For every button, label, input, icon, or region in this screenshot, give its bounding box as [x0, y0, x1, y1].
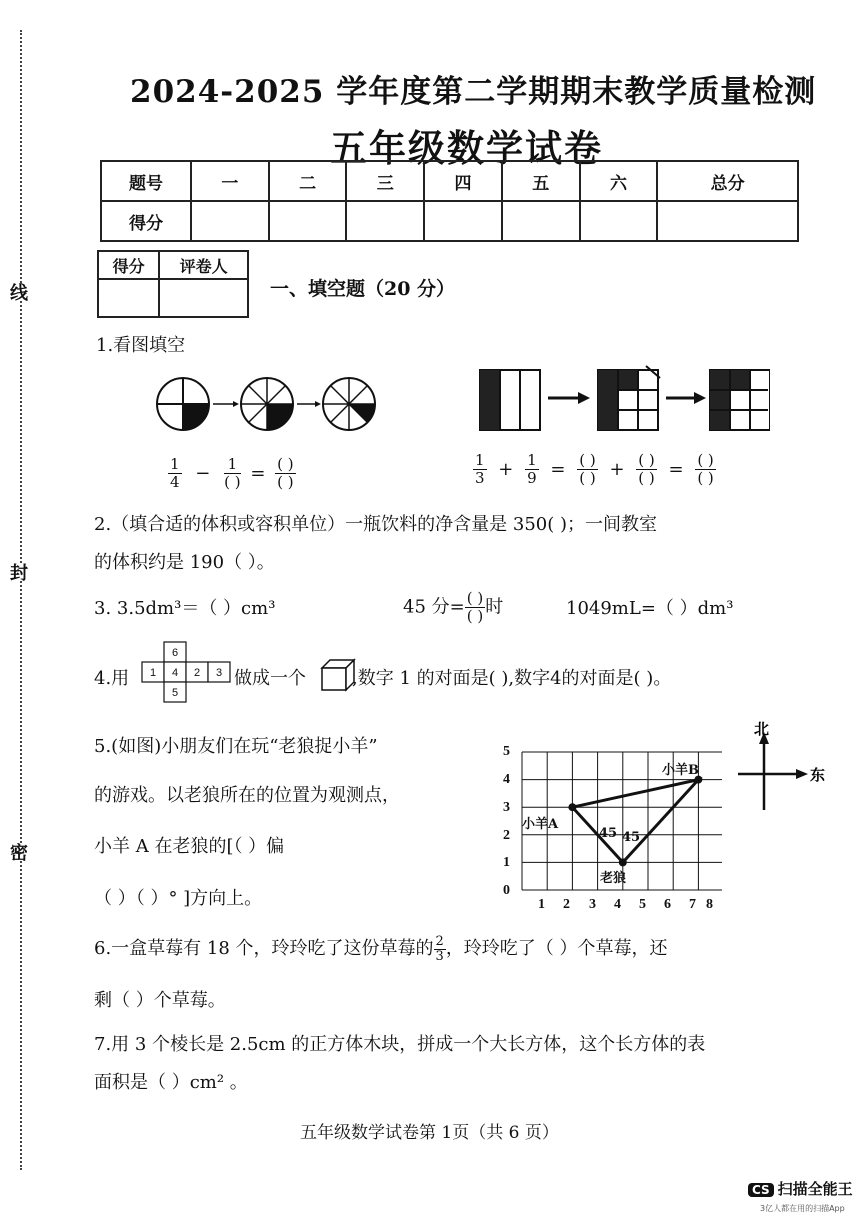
score-input-cell[interactable] [580, 201, 658, 241]
q7-line2: 面积是（ ）cm² 。 [94, 1072, 248, 1093]
score-input-cell[interactable] [657, 201, 798, 241]
y-tick: 3 [503, 800, 510, 815]
q7-line1: 7.用 3 个棱长是 2.5cm 的正方体木块，拼成一个大长方体，这个长方体的表 [94, 1034, 706, 1055]
north-label: 北 [754, 720, 770, 738]
x-tick: 8 [706, 897, 713, 912]
angle-label: 45 [599, 826, 618, 841]
fraction: $\frac{1}{9}$ [527, 451, 537, 487]
answer-fraction[interactable]: $\frac{( )}{( )}$ [466, 589, 484, 625]
scanner-logo-icon: CS [748, 1183, 774, 1197]
x-tick: 3 [589, 897, 596, 912]
q5-line3: 小羊 A 在老狼的[（ ）偏 [94, 836, 285, 857]
x-tick: 4 [614, 897, 621, 912]
net-label: 3 [215, 667, 223, 679]
grader-table [97, 250, 249, 318]
exam-title: 2024-2025 学年度第二学期期末教学质量检测 [130, 74, 817, 110]
fraction: $\frac{1}{( )}$ [224, 455, 241, 491]
q5-line1: 5.(如图)小朋友们在玩“老狼捉小羊” [94, 736, 378, 757]
score-cell: 一 [191, 161, 269, 201]
x-tick: 5 [639, 897, 646, 912]
score-input-cell[interactable] [346, 201, 424, 241]
wolf-label: 老狼 [600, 871, 627, 886]
net-label: 4 [171, 667, 179, 679]
q2-line1: 2.（填合适的体积或容积单位）一瓶饮料的净含量是 350( )；一间教室 [94, 514, 658, 535]
y-tick: 0 [503, 883, 510, 898]
q3-part1: 3. 3.5dm³＝（ ）cm³ [94, 598, 276, 619]
point-b-label: 小羊B [662, 763, 699, 778]
score-table [100, 160, 799, 242]
answer-fraction[interactable]: $\frac{( )}{( )}$ [277, 455, 294, 491]
y-tick: 1 [503, 855, 510, 870]
east-label: 东 [810, 766, 826, 784]
q4-suffix: ,数字 1 的对面是( ),数字4的对面是( )。 [352, 668, 672, 689]
x-tick: 7 [689, 897, 696, 912]
score-cell: 四 [424, 161, 502, 201]
page-footer: 五年级数学试卷第 1页（共 6 页） [300, 1123, 559, 1143]
binding-line [20, 30, 22, 1170]
q3-part3: 1049mL=（ ）dm³ [566, 598, 734, 619]
grader-score-cell[interactable] [98, 279, 159, 317]
q4-prefix: 4.用 [94, 668, 130, 689]
fraction: $\frac{1}{3}$ [475, 451, 485, 487]
angle-label: 45 [622, 830, 641, 845]
score-cell: 五 [502, 161, 580, 201]
fraction: $\frac{1}{4}$ [170, 455, 180, 491]
q5-coordinate-graph [496, 740, 722, 912]
net-label: 2 [193, 667, 201, 679]
score-cell: 二 [269, 161, 347, 201]
score-input-cell[interactable] [424, 201, 502, 241]
grader-name-label: 评卷人 [159, 251, 248, 279]
y-tick: 5 [503, 744, 510, 759]
point-a-label: 小羊A [522, 817, 559, 832]
side-char-secret: 密 [4, 843, 30, 861]
q1-left-equation: $\frac{1}{4}$ − $\frac{1}{( )}$ = $\frac{( )}{( )}$ [170, 455, 294, 491]
score-input-cell[interactable] [269, 201, 347, 241]
side-char-line: 线 [4, 283, 30, 301]
score-cell: 总分 [657, 161, 798, 201]
score-input-cell[interactable] [502, 201, 580, 241]
q4-mid: 做成一个 [234, 668, 306, 689]
score-cell: 三 [346, 161, 424, 201]
score-input-cell[interactable] [191, 201, 269, 241]
score-table-score-row [101, 201, 798, 241]
section-title: 一、填空题（20 分） [270, 278, 456, 300]
x-tick: 6 [664, 897, 671, 912]
q5-line2: 的游戏。以老狼所在的位置为观测点， [94, 785, 400, 806]
q5-line4: （ ）（ ）° ]方向上。 [94, 888, 263, 909]
compass-icon [734, 718, 830, 816]
q1-right-equation: $\frac{1}{3}$ + $\frac{1}{9}$ = $\frac{( )}{( )}$ + $\frac{( )}{( )}$ = $\frac{( )}{( )}$ [475, 451, 714, 487]
score-cell: 六 [580, 161, 658, 201]
net-label: 5 [171, 687, 179, 699]
score-cell: 题号 [101, 161, 191, 201]
net-label: 1 [149, 667, 157, 679]
q6-line2: 剩（ ）个草莓。 [94, 990, 226, 1011]
score-row-label: 得分 [101, 201, 191, 241]
q4-cube-net [140, 641, 236, 705]
y-tick: 2 [503, 828, 510, 843]
exam-subtitle: 五年级数学试卷 [330, 126, 603, 170]
y-tick: 4 [503, 772, 510, 787]
x-tick: 2 [563, 897, 570, 912]
q3-part2: 45 分= $\frac{( )}{( )}$ 时 [403, 589, 504, 625]
fraction: $\frac{2}{3}$ [435, 933, 444, 964]
answer-fraction[interactable]: $\frac{( )}{( )}$ [638, 451, 655, 487]
cube-icon [320, 658, 356, 692]
side-char-seal: 封 [4, 563, 30, 581]
scanner-badge: CS 扫描全能王 [748, 1178, 853, 1199]
q1-rectangle-figures [478, 364, 770, 436]
answer-fraction[interactable]: $\frac{( )}{( )}$ [697, 451, 714, 487]
answer-fraction[interactable]: $\frac{( )}{( )}$ [579, 451, 596, 487]
x-tick: 1 [538, 897, 545, 912]
grader-name-cell[interactable] [159, 279, 248, 317]
q1-circle-figures [155, 373, 380, 435]
net-label: 6 [171, 647, 179, 659]
score-table-header-row [101, 161, 798, 201]
grader-score-label: 得分 [98, 251, 159, 279]
q1-text: 1.看图填空 [96, 335, 186, 356]
scanner-tagline: 3亿人都在用的扫描App [760, 1204, 845, 1213]
q2-line2: 的体积约是 190（ ）。 [94, 552, 275, 573]
q6-line1: 6.一盒草莓有 18 个，玲玲吃了这份草莓的 $\frac{2}{3}$ ，玲玲吃了（ ）个草莓，还 [94, 933, 668, 964]
